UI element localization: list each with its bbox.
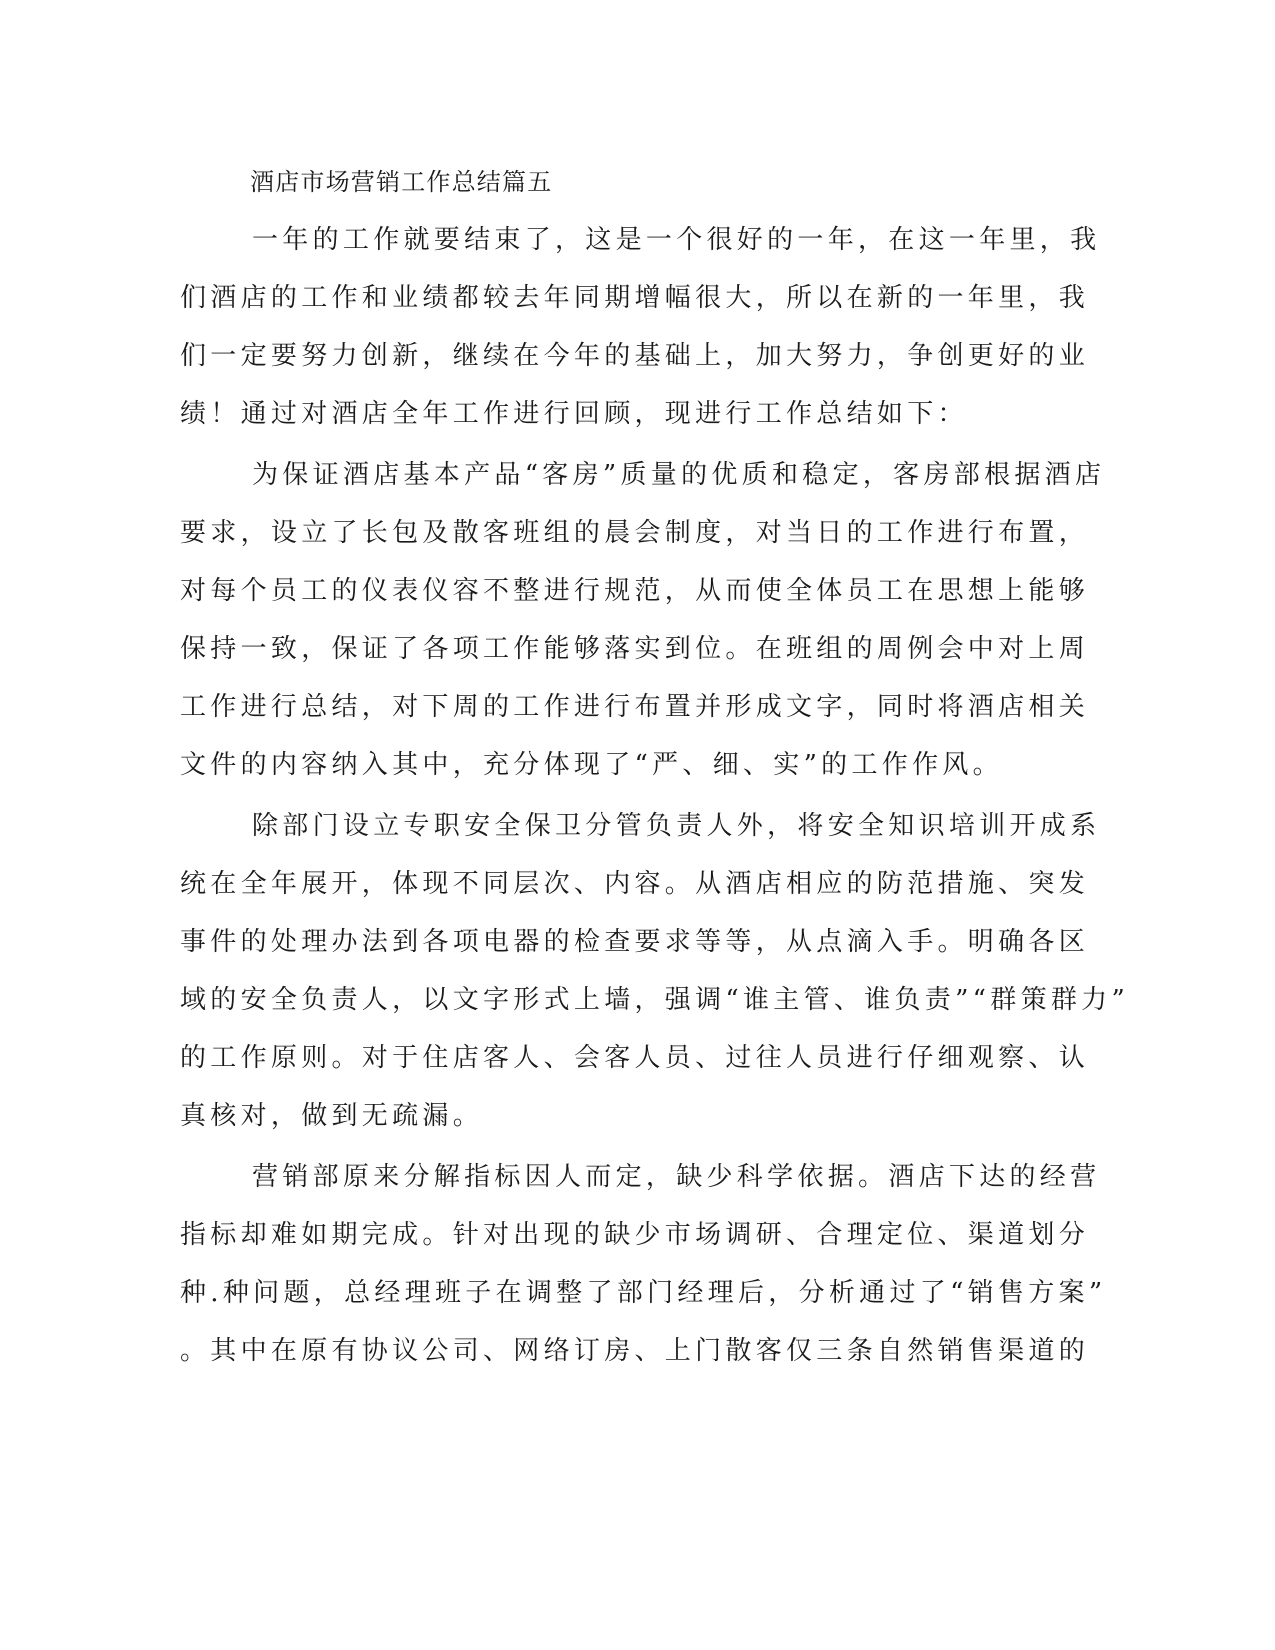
paragraph-safety (180, 797, 1130, 1145)
text-line: 的工作原则。对于住店客人、会客人员、过往人员进行仔细观察、认 (180, 1043, 1090, 1073)
text-line: 们一定要努力创新，继续在今年的基础上，加大努力，争创更好的业 (180, 341, 1090, 371)
text-line: 营销部原来分解指标因人而定，缺少科学依据。酒店下达的经营 (252, 1162, 1101, 1192)
text-line: 事件的处理办法到各项电器的检查要求等等，从点滴入手。明确各区 (180, 927, 1090, 957)
text-line: 统在全年展开，体现不同层次、内容。从酒店相应的防范措施、突发 (180, 869, 1090, 899)
paragraph-marketing (180, 1148, 1107, 1380)
text-line: 除部门设立专职安全保卫分管负责人外，将安全知识培训开成系 (252, 811, 1101, 841)
text-line: 种.种问题，总经理班子在调整了部门经理后，分析通过了“销售方案” (180, 1278, 1107, 1308)
paragraph-intro (180, 211, 1101, 443)
text-line: 指标却难如期完成。针对出现的缺少市场调研、合理定位、渠道划分 (180, 1220, 1090, 1250)
paragraph-room-quality (180, 446, 1106, 794)
text-line: 域的安全负责人，以文字形式上墙，强调“谁主管、谁负责”“群策群力” (180, 985, 1130, 1015)
text-line: 文件的内容纳入其中，充分体现了“严、细、实”的工作作风。 (180, 750, 1003, 780)
text-line: 工作进行总结，对下周的工作进行布置并形成文字，同时将酒店相关 (180, 692, 1090, 722)
document-title: 酒店市场营销工作总结篇五 (250, 168, 553, 196)
document-body (180, 158, 1130, 1380)
text-line: 保持一致，保证了各项工作能够落实到位。在班组的周例会中对上周 (180, 634, 1090, 664)
text-line: 绩！通过对酒店全年工作进行回顾，现进行工作总结如下： (180, 399, 968, 429)
text-line: 真核对，做到无疏漏。 (180, 1101, 484, 1131)
text-line: 要求，设立了长包及散客班组的晨会制度，对当日的工作进行布置， (180, 518, 1090, 548)
text-line: 为保证酒店基本产品“客房”质量的优质和稳定，客房部根据酒店 (252, 460, 1106, 490)
text-line: 一年的工作就要结束了，这是一个很好的一年，在这一年里，我 (252, 225, 1101, 255)
text-line: 对每个员工的仪表仪容不整进行规范，从而使全体员工在思想上能够 (180, 576, 1090, 606)
text-line: 。其中在原有协议公司、网络订房、上门散客仅三条自然销售渠道的 (180, 1336, 1090, 1366)
text-line: 们酒店的工作和业绩都较去年同期增幅很大，所以在新的一年里，我 (180, 283, 1090, 313)
